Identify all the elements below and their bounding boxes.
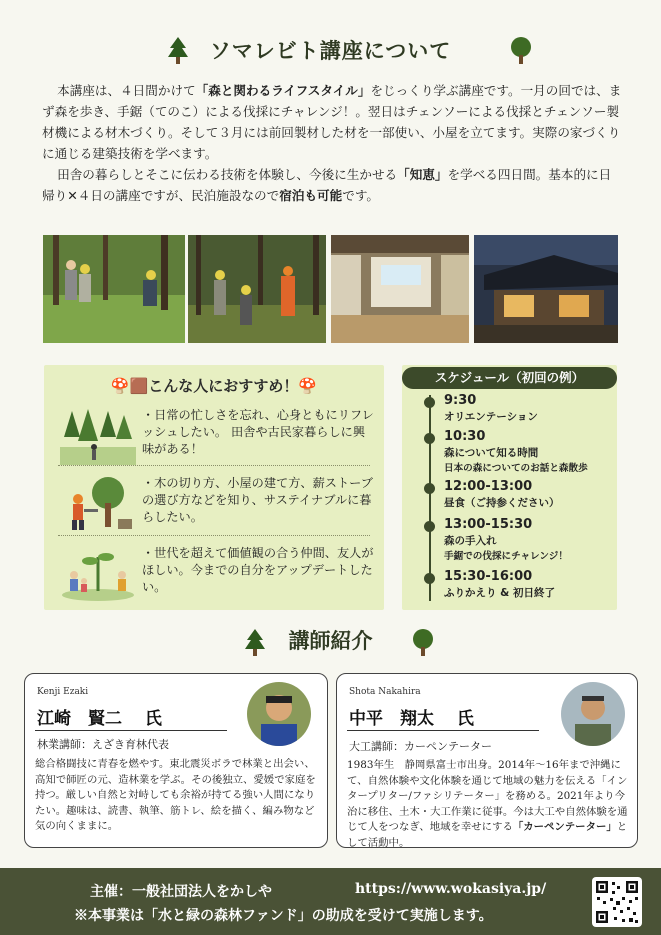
forest-walk-icon <box>60 407 136 465</box>
avatar <box>561 682 625 746</box>
avatar <box>247 682 311 746</box>
section-header-about <box>0 30 661 70</box>
recommend-panel <box>44 365 384 610</box>
recommend-text: ・世代を超えて価値観の合う仲間、友人がほしい。今までの自分をアップデートしたい。 <box>142 546 374 594</box>
intro-paragraph-2: 田舎の暮らしとそこに伝わる技術を体験し、今後に生かせる「知恵」を学べる四日間。基本的に日帰り✕４日の講座ですが、民泊施設なので宿泊も可能です。 <box>42 167 612 203</box>
timeline-line <box>429 395 431 601</box>
instructor-name: 江崎 賢二 氏 <box>37 709 162 729</box>
schedule-detail: 日本の森についてのお話と森散歩 <box>444 463 588 474</box>
photo-house-evening <box>474 235 618 343</box>
instructor-romaji: Kenji Ezaki <box>37 687 89 697</box>
tree-icon <box>165 36 191 66</box>
intro-text <box>42 80 622 206</box>
woodcutter-icon <box>60 475 136 533</box>
instructor-card <box>24 673 328 848</box>
intro-paragraph-1: 本講座は、４日間かけて「森と関わるライフスタイル」をじっくり学ぶ講座です。一月の回では、まず森を歩き、手鋸（てのこ）による伐採にチャレンジ！。翌日はチェンソーによる伐採とチェンソー製材機による材木づくり。そして３月には前回製材した材を一部使い、小屋を立てます。実際の家づくりに通じる建築技術を学べます。 <box>42 83 622 161</box>
timeline-dot <box>424 521 435 532</box>
schedule-time: 13:00-15:30 <box>444 517 533 532</box>
instructor-role: 大工講師：カーペンテーター <box>349 740 492 753</box>
organizer-text: 主催：一般社団法人をかしや <box>90 884 272 900</box>
schedule-activity: 森の手入れ <box>444 535 497 547</box>
divider <box>58 465 370 466</box>
funding-note: ※本事業は「水と緑の森林ファンド」の助成を受けて実施します。 <box>74 908 493 924</box>
instructor-bio: 1983年生 静岡県富士市出身。2014年～16年まで沖縄にて、自然体験や文化体験を通じて地域の魅力を伝える「インタープリター/ファシリテーター」を務める。2021年より今治に移住、土木・大工作業に従事。今は大工や自然体験を通じて人をつなぎ、地域を幸せにする「カーペンテーター」として活動中。 <box>347 759 628 849</box>
schedule-time: 15:30-16:00 <box>444 569 533 584</box>
photo-workers-in-woods <box>188 235 326 343</box>
schedule-activity: オリエンテーション <box>444 411 538 423</box>
page-title: ソマレビト講座について <box>209 39 452 63</box>
instructor-name: 中平 翔太 氏 <box>349 709 474 729</box>
people-sprout-icon <box>60 545 136 603</box>
instructor-bio: 総合格闘技に青春を燃やす。東北震災ボラで林業と出会い、高知で師匠の元、造林業を学ぶ。その後独立、愛媛で家庭を持つ。厳しい自然と対峙しても余裕が持てる強い人間になりたい。趣味は、読書、執筆、筋トレ、絵を描く、編み物など気の向くままに。 <box>35 758 316 833</box>
photo-strip <box>43 235 618 343</box>
schedule-time: 9:30 <box>444 393 477 408</box>
schedule-activity: 昼食（ご持参ください） <box>444 497 560 509</box>
schedule-activity: 森について知る時間 <box>444 447 539 459</box>
divider <box>35 730 227 731</box>
qr-code-icon[interactable] <box>592 877 642 927</box>
instructor-romaji: Shota Nakahira <box>349 687 421 697</box>
timeline-dot <box>424 483 435 494</box>
timeline-dot <box>424 397 435 408</box>
schedule-panel <box>402 365 617 610</box>
footer <box>0 868 661 935</box>
round-tree-icon <box>508 36 534 66</box>
instructors-title: 講師紹介 <box>288 629 373 653</box>
schedule-time: 10:30 <box>444 429 486 444</box>
section-header-instructors <box>0 622 661 660</box>
instructor-card <box>336 673 638 848</box>
schedule-activity: ふりかえり & 初日終了 <box>444 587 555 599</box>
photo-forest-group <box>43 235 185 343</box>
divider <box>58 535 370 536</box>
timeline-dot <box>424 433 435 444</box>
round-tree-icon <box>410 628 436 658</box>
recommend-text: ・日常の忙しさを忘れ、心身ともにリフレッシュしたい。 田舎や古民家暮らしに興味がある！ <box>142 408 374 456</box>
schedule-title: スケジュール（初回の例） <box>402 367 617 389</box>
recommend-title: 🍄🟫こんな人におすすめ！🍄 <box>110 377 318 395</box>
timeline-dot <box>424 573 435 584</box>
schedule-detail: 手鋸での伐採にチャレンジ！ <box>444 551 568 562</box>
photo-japanese-room <box>331 235 469 343</box>
website-link[interactable]: https://www.wokasiya.jp/ <box>355 881 547 897</box>
instructor-role: 林業講師：えざき育林代表 <box>37 738 169 751</box>
divider <box>347 730 539 731</box>
tree-icon <box>242 628 268 658</box>
recommend-text: ・木の切り方、小屋の建て方、薪ストーブの選び方などを知り、サステイナブルに暮らしたい。 <box>142 476 373 524</box>
schedule-time: 12:00-13:00 <box>444 479 533 494</box>
